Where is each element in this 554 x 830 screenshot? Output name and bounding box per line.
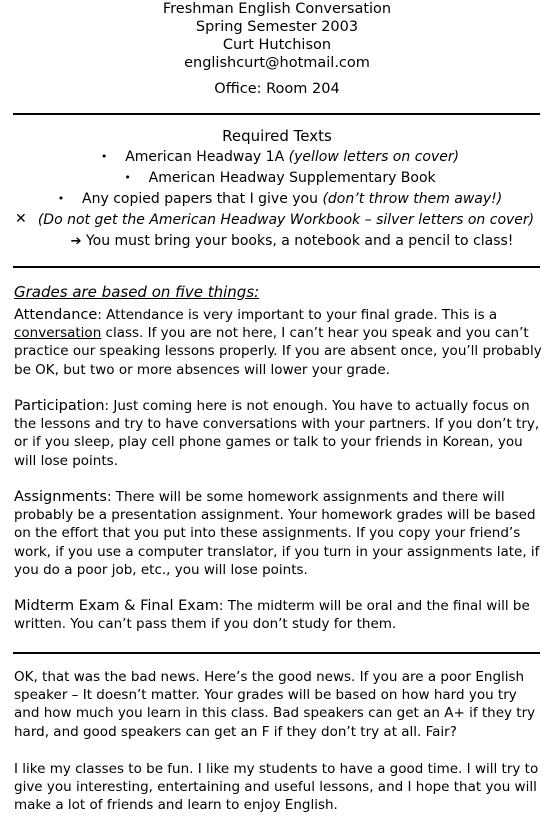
attendance-text: : Attendance is very important to your final grade. This is a xyxy=(97,307,498,323)
materials-reminder xyxy=(0,231,554,252)
grades-heading: Grades are based on five things: xyxy=(14,283,260,301)
bullet-icon: • xyxy=(124,171,131,184)
fun-paragraph: I like my classes to be fun. I like my students to have a good time. I will try to give you interesting, entertaining and useful lessons, and I hope that you will make a lot of friends and learn to enjoy English. xyxy=(14,761,539,814)
assignments-paragraph xyxy=(14,488,544,579)
bullet-icon: • xyxy=(100,150,108,163)
required-text-item-2 xyxy=(0,168,554,189)
reminder-text: You must bring your books, a notebook and a pencil to class! xyxy=(81,233,514,249)
divider-middle xyxy=(13,266,540,268)
participation-text: : Just coming here is not enough. You have to actually focus on the lessons and try to have conversations with your partners. If you don’t try, or if you sleep, play cell phone games or talk to your friends in Korean, you will lose points. xyxy=(14,398,540,469)
attendance-paragraph xyxy=(14,306,544,379)
exams-text: : The midterm will be oral and the final will be written. You can’t pass them if you don’t study for them. xyxy=(14,598,530,633)
required-text-item-1 xyxy=(0,147,554,168)
exams-paragraph xyxy=(14,597,544,633)
x-icon: ✕ xyxy=(15,211,27,227)
course-header xyxy=(0,0,554,98)
semester: Spring Semester 2003 xyxy=(195,19,359,35)
required-texts-section xyxy=(0,126,554,252)
required-texts-title: Required Texts xyxy=(222,127,332,145)
assignments-term: Assignments xyxy=(14,489,107,505)
item-note: (yellow letters on cover) xyxy=(288,149,460,165)
office-location: Office: Room 204 xyxy=(214,81,340,97)
item-title: Any copied papers that I give you xyxy=(82,191,323,207)
course-title: Freshman English Conversation xyxy=(162,1,392,17)
participation-paragraph xyxy=(14,397,544,470)
item-title: American Headway 1A xyxy=(125,149,289,165)
instructor-name: Curt Hutchison xyxy=(222,37,332,53)
attendance-text-cont: class. If you are not here, I can’t hear you speak and you can’t practice our speaking lessons properly. If you are absent once, you’ll probably be OK, but two or more absences will lower your grade. xyxy=(14,325,542,378)
item-note: (don’t throw them away!) xyxy=(322,191,503,207)
exams-term: Midterm Exam & Final Exam xyxy=(14,598,219,614)
required-text-item-3 xyxy=(0,189,554,210)
warning-text: (Do not get the American Headway Workbook – silver letters on cover) xyxy=(37,212,535,228)
attendance-term: Attendance xyxy=(14,307,98,323)
workbook-warning xyxy=(0,210,554,231)
participation-term: Participation xyxy=(14,398,105,414)
instructor-email: englishcurt@hotmail.com xyxy=(184,55,370,71)
divider-top xyxy=(13,113,540,115)
good-news-paragraph: OK, that was the bad news. Here’s the good news. If you are a poor English speaker – It doesn’t matter. Your grades will be based on how hard you try and how much you learn in this class. Bad speakers can get an A+ if they try hard, and good speakers can get an F if they don’t try at all. Fair? xyxy=(14,669,536,740)
assignments-text: : There will be some homework assignments and there will probably be a presentation assignment. Your homework grades will be based on the effort that you put into these assignments. If you copy your friend’s work, if you use a computer translator, if you turn in your assignments late, if you do a poor job, etc., you will lose points. xyxy=(14,489,540,578)
arrow-right-icon: ➔ xyxy=(70,234,82,249)
item-title: American Headway Supplementary Book xyxy=(148,170,436,186)
conversation-underlined: conversation xyxy=(14,325,102,342)
divider-bottom xyxy=(13,652,540,654)
bullet-icon: • xyxy=(57,192,65,205)
